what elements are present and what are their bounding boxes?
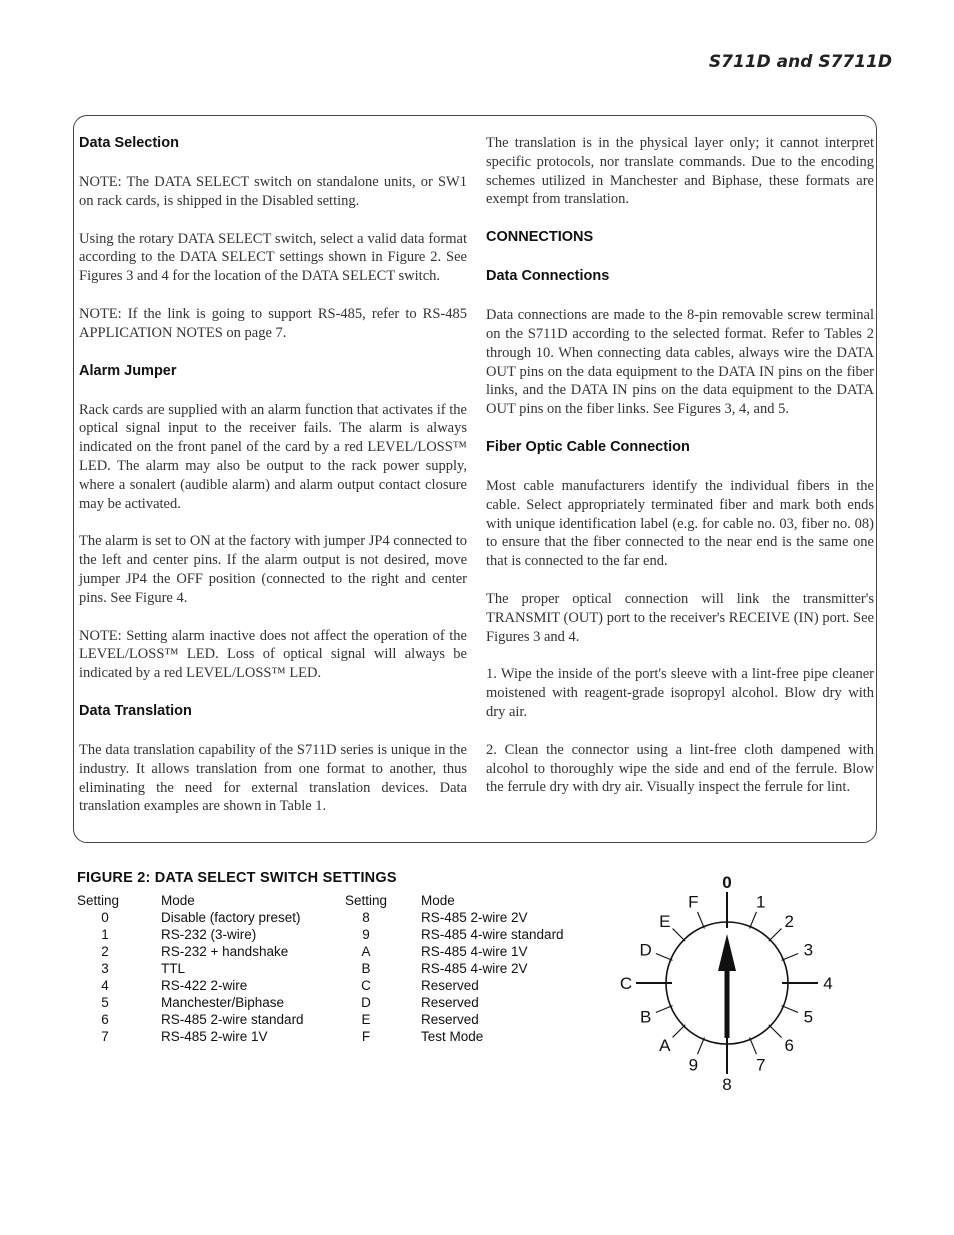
dial-label: 7 (755, 1055, 766, 1075)
data-translation-para1: The data translation capability of the S711D series is unique in the industry. It allows translation from one format to another, thus eliminating the need for external translation devices. Data translation examples are shown in Table 1. (79, 741, 467, 815)
mode-cell: Test Mode (421, 1029, 484, 1044)
connections-heading: CONNECTIONS (486, 229, 594, 246)
mode-cell: Reserved (421, 995, 479, 1010)
mode-cell: RS-485 4-wire 2V (421, 961, 528, 976)
dial-label: D (639, 940, 652, 960)
dial-tick (673, 929, 686, 942)
rotary-switch-diagram (600, 868, 860, 1100)
dial-label: F (688, 892, 699, 912)
fiber-optic-step1: 1. Wipe the inside of the port's sleeve with a lint-free pipe cleaner moistened with reagent-grade isopropyl alcohol. Blow dry with dry air. (486, 666, 874, 720)
dial-label: 3 (803, 940, 814, 960)
mode-cell: RS-485 2-wire 2V (421, 910, 528, 925)
fiber-optic-heading: Fiber Optic Cable Connection (486, 438, 690, 455)
setting-cell: D (361, 995, 371, 1010)
dial-tick (750, 1038, 757, 1055)
fiber-optic-para1: Most cable manufacturers identify the individual fibers in the cable. Select appropriately terminated fiber and mark both ends with unique identification label (e.g. for cable no. 03, fiber no. 08) to ensure that the fiber connected to the near end is the same one that is connected to the far end. (486, 477, 874, 570)
dial-tick (769, 929, 782, 942)
table-row (77, 1011, 564, 1028)
mode-cell: TTL (161, 961, 186, 976)
data-selection-note1: NOTE: The DATA SELECT switch on standalone units, or SW1 on rack cards, is shipped in the Disabled setting. (79, 174, 467, 209)
table-row (77, 960, 564, 977)
dial-label: 6 (784, 1036, 794, 1056)
fiber-optic-para2: The proper optical connection will link the transmitter's TRANSMIT (OUT) port to the receiver's RECEIVE (IN) port. See Figures 3 and 4. (486, 590, 874, 645)
dial-label: 9 (688, 1055, 699, 1075)
alarm-jumper-note: NOTE: Setting alarm inactive does not affect the operation of the LEVEL/LOSS™ LED. Loss of optical signal will always be indicated by a red LEVEL/LOSS™ LED. (79, 627, 467, 682)
table-row (77, 977, 564, 994)
mode-cell: RS-232 (3-wire) (161, 927, 257, 942)
dial-tick (750, 912, 757, 929)
mode-cell: Reserved (421, 978, 479, 993)
dial-label: 5 (803, 1007, 814, 1027)
setting-cell: 0 (101, 910, 109, 925)
dial-tick (656, 1006, 673, 1013)
mode-header: Mode (421, 893, 455, 908)
setting-cell: 3 (101, 961, 109, 976)
document-title: S711D and S7711D (708, 52, 892, 72)
table-row (77, 1028, 564, 1045)
dial-label: 2 (784, 911, 794, 931)
setting-cell: 5 (101, 995, 109, 1010)
dial-tick (782, 1006, 799, 1013)
mode-cell: RS-485 4-wire 1V (421, 944, 528, 959)
setting-cell: 8 (362, 910, 370, 925)
mode-cell: RS-485 2-wire standard (161, 1012, 304, 1027)
mode-cell: RS-485 2-wire 1V (161, 1029, 268, 1044)
table-row (77, 926, 564, 943)
alarm-jumper-para2: The alarm is set to ON at the factory with jumper JP4 connected to the left and center pins. If the alarm output is not desired, move jumper JP4 the OFF position (connected to the right and center pins. See Figure 4. (79, 533, 467, 606)
figure-2 (77, 870, 637, 1045)
figure-title: FIGURE 2: DATA SELECT SWITCH SETTINGS (77, 870, 397, 886)
mode-cell: RS-485 4-wire standard (421, 927, 564, 942)
right-column (486, 134, 874, 816)
setting-cell: F (361, 1029, 371, 1044)
dial-pointer-arrow (718, 934, 736, 971)
setting-cell: 2 (101, 944, 109, 959)
table-header-row (77, 892, 564, 909)
fiber-optic-step2: 2. Clean the connector using a lint-free cloth dampened with alcohol to thoroughly wipe the side and end of the ferrule. Blow the ferrule dry with dry air. Visually inspect the ferrule for lint. (486, 741, 874, 796)
setting-cell: 7 (101, 1029, 109, 1044)
dial-tick (673, 1025, 686, 1038)
mode-cell: Manchester/Biphase (161, 995, 285, 1010)
setting-cell: B (361, 961, 371, 976)
setting-cell: E (361, 1012, 371, 1027)
dial-label: A (659, 1036, 671, 1056)
mode-cell: Reserved (421, 1012, 479, 1027)
dial-label: 0 (722, 873, 732, 892)
setting-cell: 6 (101, 1012, 109, 1027)
left-column (79, 134, 467, 835)
dial-label: B (640, 1007, 652, 1027)
data-selection-para1: Using the rotary DATA SELECT switch, select a valid data format according to the DATA SELECT settings shown in Figure 2. See Figures 3 and 4 for the location of the DATA SELECT switch. (79, 230, 467, 285)
table-row (77, 994, 564, 1011)
setting-header: Setting (77, 893, 120, 908)
table-row (77, 943, 564, 960)
dial-tick (698, 1038, 705, 1055)
dial-tick (698, 912, 705, 929)
dial-label: 8 (722, 1075, 732, 1094)
setting-cell: 1 (101, 927, 109, 942)
translation-continued: The translation is in the physical layer only; it cannot interpret specific protocols, nor translate commands. Due to the encoding schemes utilized in Manchester and Biphase, these formats are exempt from translation. (486, 135, 874, 208)
data-connections-heading: Data Connections (486, 268, 610, 285)
mode-cell: Disable (factory preset) (161, 910, 301, 925)
data-connections-para1: Data connections are made to the 8-pin removable screw terminal on the S711D according to the selected format. Refer to Tables 2 through 10. When connecting data cables, always wire the DATA OUT pins on the data equipment to the DATA IN pins on the fiber links, and the DATA IN pins on the data equipment to the DATA OUT pins on the fiber links. See Figures 3, 4, and 5. (486, 307, 874, 418)
dial-tick (656, 954, 673, 961)
setting-header: Setting (344, 893, 388, 908)
table-row (77, 909, 564, 926)
setting-cell: C (361, 978, 371, 993)
alarm-jumper-heading: Alarm Jumper (79, 362, 177, 379)
dial-tick (782, 954, 799, 961)
data-translation-heading: Data Translation (79, 702, 192, 719)
dial-label: C (619, 974, 633, 993)
mode-cell: RS-232 + handshake (161, 944, 289, 959)
data-selection-note2: NOTE: If the link is going to support RS-485, refer to RS-485 APPLICATION NOTES on page 7. (79, 305, 467, 341)
setting-cell: 4 (101, 978, 109, 993)
setting-cell: A (361, 944, 371, 959)
switch-settings-table (77, 892, 564, 1045)
dial-label: 1 (755, 892, 766, 912)
mode-header: Mode (161, 893, 195, 908)
dial-label: 4 (823, 974, 833, 993)
dial-tick (769, 1025, 782, 1038)
mode-cell: RS-422 2-wire (161, 978, 248, 993)
alarm-jumper-para1: Rack cards are supplied with an alarm function that activates if the optical signal input to the receiver fails. The alarm is always indicated on the front panel of the card by a red LEVEL/LOSS™ LED. The alarm may also be output to the rack power supply, where a sonalert (audible alarm) and alarm output contact closure may be activated. (79, 401, 467, 512)
data-selection-heading: Data Selection (79, 135, 179, 151)
dial-label: E (659, 911, 671, 931)
setting-cell: 9 (362, 927, 370, 942)
